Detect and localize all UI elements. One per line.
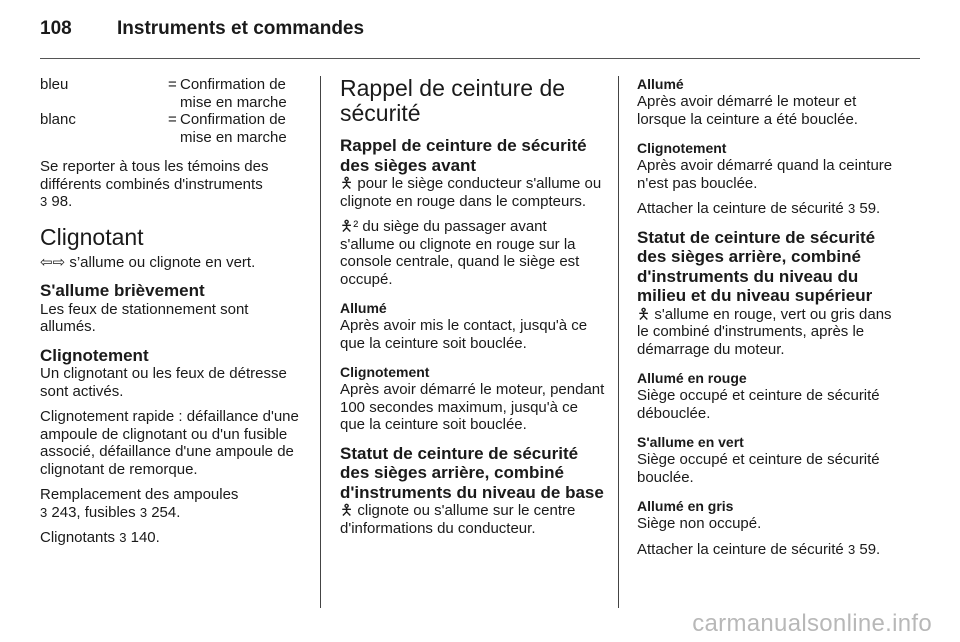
heading-statut-base: Statut de ceinture de sécurité des sièges arrière, combiné d'instruments du niveau de base (340, 443, 604, 502)
page-link[interactable]: 98. (51, 193, 73, 210)
page-link[interactable]: 140. (130, 529, 160, 546)
arrow-icon: 3 (40, 504, 48, 520)
definition-row (40, 76, 305, 111)
arrow-icon: 3 (119, 530, 127, 545)
heading-clignotement: Clignotement (40, 345, 149, 365)
paragraph: Attacher la ceinture de sécurité 3 59. (637, 200, 881, 217)
arrow-icon: 3 (847, 201, 856, 216)
paragraph: Clignotants 3 140. (40, 529, 160, 546)
heading-clignotant: Clignotant (40, 223, 144, 250)
definition-term: blanc (40, 111, 76, 128)
column-2 (340, 76, 605, 545)
seatbelt-icon: 🯅 (340, 175, 354, 192)
paragraph: Clignotement rapide : défaillance d'une ampoule de clignotant ou d'un fusible associé, défaillance d'une ampoule de clignotant de remorque. (40, 408, 299, 478)
turn-signal-icon: ⇦⇨ (40, 253, 66, 271)
refer-paragraph: Se reporter à tous les témoins des différents combinés d'instruments 3 98. (40, 158, 269, 210)
definition-desc: Confirmation de mise en marche (180, 76, 287, 111)
paragraph: 🯅 pour le siège conducteur s'allume ou clignote en rouge dans le compteurs. (340, 175, 602, 210)
seatbelt-passenger-icon: 🯅² (340, 218, 359, 235)
column-3 (637, 76, 902, 566)
paragraph: Un clignotant ou les feux de détresse sont activés. (40, 365, 287, 400)
header-divider (40, 58, 920, 59)
paragraph: 🯅² du siège du passager avant s'allume ou clignote en rouge sur la console centrale, quand le siège est occupé. (340, 218, 580, 288)
arrow-icon: 3 (139, 504, 148, 520)
definition-eq: = (168, 76, 177, 93)
page-title: Instruments et commandes (117, 18, 365, 39)
definition-desc: Confirmation de mise en marche (180, 111, 287, 146)
seatbelt-icon: 🯅 (340, 502, 354, 519)
definition-term: bleu (40, 76, 69, 93)
watermark: carmanualsonline.info (692, 610, 932, 637)
column-divider-1 (320, 76, 321, 608)
definition-row (40, 111, 305, 146)
heading-clignotement: Clignotement (637, 140, 727, 156)
seatbelt-icon: 🯅 (637, 305, 651, 323)
paragraph: Après avoir démarré quand la ceinture n'est pas bouclée. (637, 157, 893, 192)
page-link[interactable]: 59. (859, 540, 881, 558)
arrow-icon: 3 (847, 541, 856, 557)
heading-allume-brievement: S'allume brièvement (40, 281, 205, 300)
paragraph: 🯅 s'allume en rouge, vert ou gris dans le combiné d'instruments, après le démarrage du moteur. (637, 305, 892, 358)
heading-clignotement: Clignotement (340, 364, 430, 380)
page-number: 108 (40, 18, 72, 39)
heading-rappel: Rappel de ceinture de sécurité (340, 75, 566, 126)
heading-rouge: Allumé en rouge (637, 370, 747, 386)
page-link[interactable]: 254. (151, 503, 181, 521)
heading-vert: S'allume en vert (637, 434, 744, 450)
arrow-icon: 3 (40, 194, 48, 209)
paragraph: 🯅 clignote ou s'allume sur le centre d'informations du conducteur. (340, 502, 576, 537)
paragraph: Remplacement des ampoules 3 243, fusibles 3 254. (40, 486, 239, 521)
paragraph: ⇦⇨ s’allume ou clignote en vert. (40, 253, 256, 271)
page-link[interactable]: 59. (859, 200, 881, 217)
paragraph: Attacher la ceinture de sécurité 3 59. (637, 540, 881, 558)
column-1 (40, 76, 305, 555)
paragraph: Siège non occupé. (637, 515, 762, 532)
paragraph: Les feux de stationnement sont allumés. (40, 300, 249, 335)
heading-statut-superieur: Statut de ceinture de sécurité des sièges arrière, combiné d'instruments du niveau du milieu et du niveau supérieur (637, 227, 876, 305)
page-link[interactable]: 243, fusibles (51, 503, 136, 521)
paragraph: Après avoir mis le contact, jusqu'à ce que la ceinture soit bouclée. (340, 317, 588, 352)
heading-allume: Allumé (637, 76, 684, 92)
heading-avant: Rappel de ceinture de sécurité des sièges avant (340, 136, 587, 175)
paragraph: Après avoir démarré le moteur, pendant 100 secondes maximum, jusqu'à ce que la ceinture soit bouclée. (340, 381, 605, 433)
paragraph: Siège occupé et ceinture de sécurité bouclée. (637, 451, 880, 486)
heading-gris: Allumé en gris (637, 498, 734, 514)
definition-eq: = (168, 111, 177, 128)
heading-allume: Allumé (340, 300, 387, 316)
paragraph: Après avoir démarré le moteur et lorsque la ceinture a été bouclée. (637, 93, 858, 128)
column-divider-2 (618, 76, 619, 608)
paragraph: Siège occupé et ceinture de sécurité débouclée. (637, 387, 880, 422)
